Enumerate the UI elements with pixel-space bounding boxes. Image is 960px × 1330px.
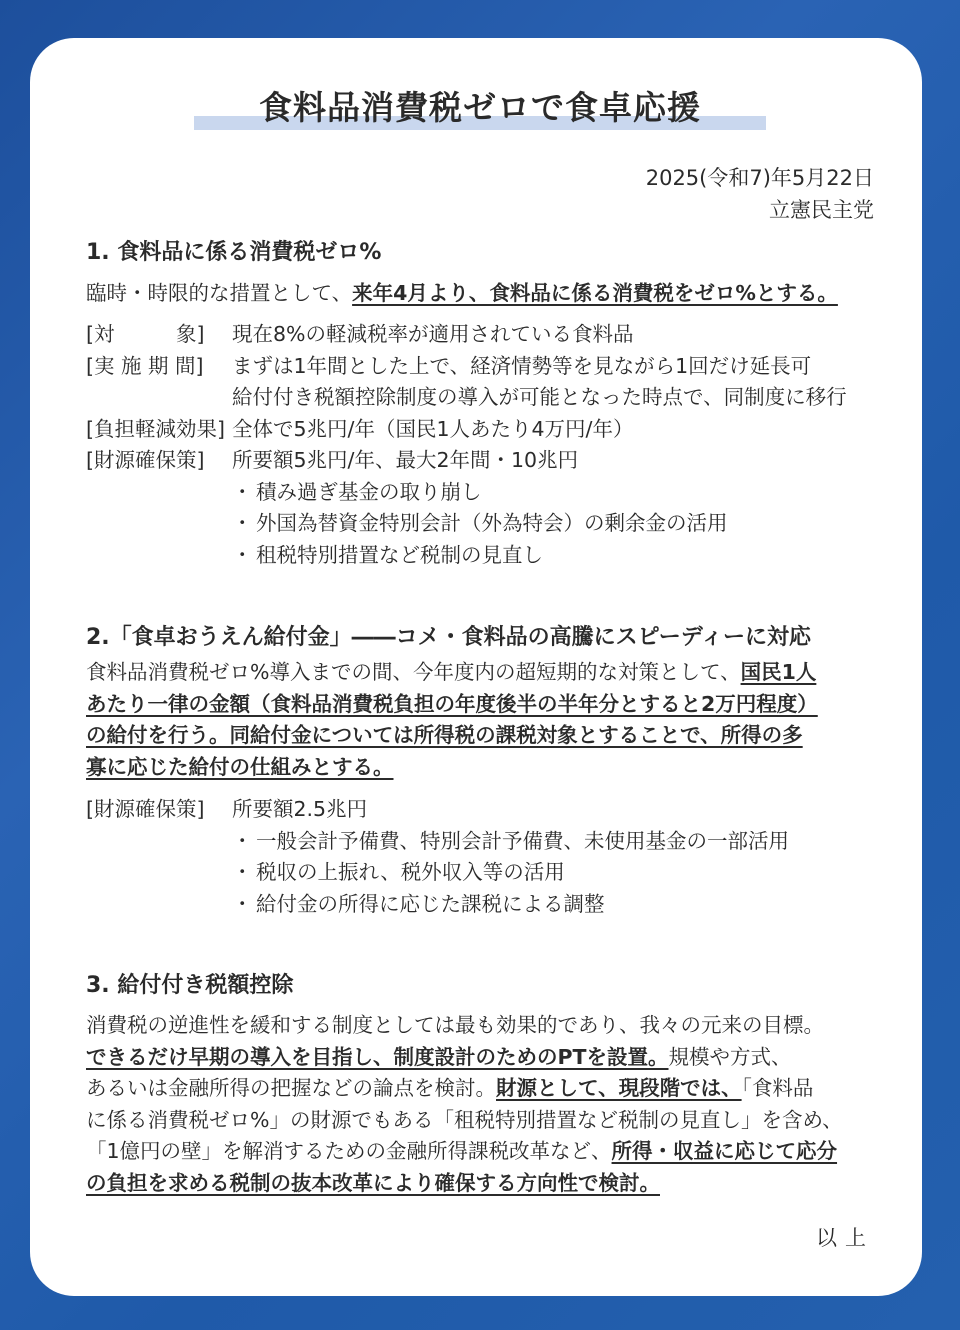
bullet-mark: ・ bbox=[232, 891, 253, 916]
body-line: に係る消費税ゼロ%」の財源でもある「租税特別措置など税制の見直し」を含め、 bbox=[86, 1107, 843, 1132]
bullet-mark: ・ bbox=[232, 828, 253, 853]
section1-intro bbox=[86, 278, 838, 310]
funding-line bbox=[86, 794, 789, 826]
body-text: 食料品消費税ゼロ%導入までの間、今年度内の超短期的な対策として、 bbox=[86, 660, 741, 684]
section1-intro-a: 臨時・時限的な措置として、 bbox=[86, 281, 353, 305]
body-line: 消費税の逆進性を緩和する制度としては最も効果的であり、我々の元来の目標。 bbox=[86, 1013, 824, 1037]
bullet-text: 税収の上振れ、税外収入等の活用 bbox=[256, 860, 565, 884]
body-line-emphasis: あたり一律の金額（食料品消費税負担の年度後半の半年分とすると2万円程度） bbox=[86, 691, 818, 716]
body-line-emphasis: の負担を求める税制の抜本改革により確保する方向性で検討。 bbox=[86, 1170, 660, 1195]
body-line bbox=[86, 1136, 843, 1168]
document-title: 食料品消費税ゼロで食卓応援 bbox=[259, 88, 701, 127]
bullet-mark: ・ bbox=[232, 511, 253, 535]
item-text: 全体で5兆円/年（国民1人あたり4万円/年） bbox=[232, 416, 634, 441]
title-wrap bbox=[0, 82, 960, 129]
bullet-item bbox=[86, 857, 789, 889]
bullet-text: 一般会計予備費、特別会計予備費、未使用基金の一部活用 bbox=[256, 828, 789, 853]
item-text: 給付付き税額控除制度の導入が可能となった時点で、同制度に移行 bbox=[232, 385, 847, 409]
bullet-text: 積み過ぎ基金の取り崩し bbox=[256, 479, 482, 504]
section2-body bbox=[86, 657, 818, 783]
document-date: 2025(令和7)年5月22日 bbox=[645, 166, 874, 190]
body-text-emphasis: 所得・収益に応じて応分 bbox=[611, 1139, 838, 1163]
body-text: 規模や方式、 bbox=[668, 1044, 792, 1069]
bullet-text: 外国為替資金特別会計（外為特会）の剰余金の活用 bbox=[256, 511, 728, 535]
body-text-emphasis: 国民1人 bbox=[740, 660, 817, 684]
body-text: あるいは金融所得の把握などの論点を検討。 bbox=[86, 1076, 496, 1100]
item-label: [負担軽減効果] bbox=[86, 416, 225, 441]
section1-intro-b: 来年4月より、食料品に係る消費税をゼロ%とする。 bbox=[352, 281, 838, 305]
item-text: 現在8%の軽減税率が適用されている食料品 bbox=[232, 322, 634, 346]
bullet-item bbox=[86, 508, 847, 540]
bullet-mark: ・ bbox=[232, 542, 253, 567]
body-text-emphasis: できるだけ早期の導入を目指し、制度設計のためのPTを設置。 bbox=[86, 1044, 669, 1069]
item-text: 所要額2.5兆円 bbox=[232, 797, 368, 821]
item-label: [財源確保策] bbox=[86, 797, 205, 821]
party-name: 立憲民主党 bbox=[769, 198, 874, 222]
section1-item bbox=[86, 319, 847, 351]
item-text: まずは1年間とした上で、経済情勢等を見ながら1回だけ延長可 bbox=[232, 353, 812, 378]
item-label: [実 施 期 間] bbox=[86, 353, 204, 378]
bullet-item bbox=[86, 477, 847, 509]
date-block bbox=[646, 162, 874, 226]
body-text: 「食料品 bbox=[741, 1076, 814, 1100]
section1-item bbox=[86, 414, 847, 446]
body-line-emphasis: 寡に応じた給付の仕組みとする。 bbox=[86, 754, 394, 779]
section1-heading: 1. 食料品に係る消費税ゼロ% bbox=[86, 240, 382, 265]
section2-heading: 2.「食卓おうえん給付金」――コメ・食料品の高騰にスピーディーに対応 bbox=[86, 625, 812, 650]
bullet-text: 給付金の所得に応じた課税による調整 bbox=[256, 891, 605, 916]
section1-item bbox=[86, 382, 847, 414]
bullet-mark: ・ bbox=[232, 479, 253, 504]
bullet-item bbox=[86, 826, 789, 858]
item-label: [財源確保策] bbox=[86, 448, 205, 472]
item-text: 所要額5兆円/年、最大2年間・10兆円 bbox=[232, 448, 579, 472]
item-label: [対 象] bbox=[86, 322, 205, 346]
body-line bbox=[86, 1042, 843, 1074]
bullet-text: 租税特別措置など税制の見直し bbox=[256, 542, 543, 567]
body-line-emphasis: の給付を行う。同給付金については所得税の課税対象とすることで、所得の多 bbox=[86, 723, 803, 747]
section3-heading: 3. 給付付き税額控除 bbox=[86, 973, 294, 998]
body-text: 「1億円の壁」を解消するための金融所得課税改革など、 bbox=[86, 1139, 612, 1163]
section1-items bbox=[86, 319, 847, 571]
section1-item bbox=[86, 351, 847, 383]
body-text-emphasis: 財源として、現段階では、 bbox=[496, 1076, 742, 1100]
section1-item bbox=[86, 445, 847, 477]
body-line bbox=[86, 1073, 843, 1105]
bullet-item bbox=[86, 889, 789, 921]
body-line bbox=[86, 657, 818, 689]
closing-mark: 以上 bbox=[816, 1226, 874, 1250]
section2-funding bbox=[86, 794, 789, 920]
bullet-mark: ・ bbox=[232, 860, 253, 884]
bullet-item bbox=[86, 540, 847, 572]
section3-body bbox=[86, 1010, 843, 1199]
